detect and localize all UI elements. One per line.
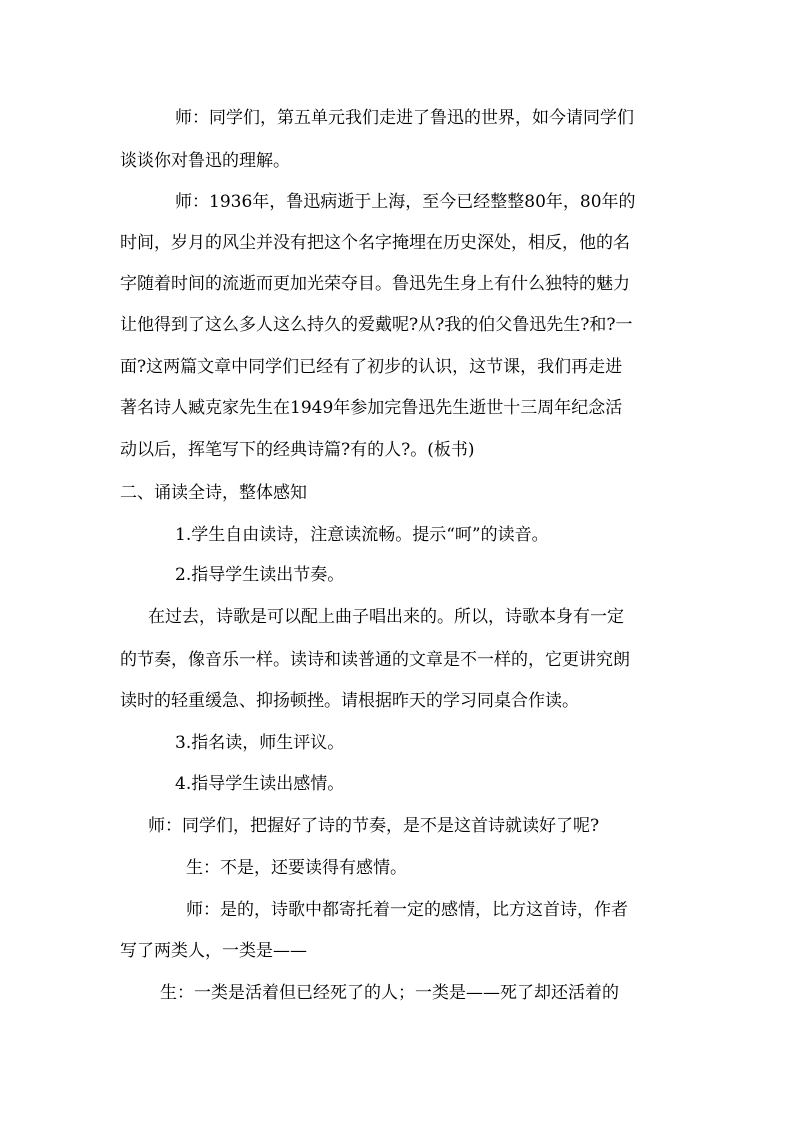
list-item: 1.学生自由读诗，注意读流畅。提示“呵”的读音。 [175,525,549,545]
text-line: 师：1936年，鲁迅病逝于上海，至今已经整整80年，80年的 [175,192,636,212]
text-line: 读时的轻重缓急、抑扬顿挫。请根据昨天的学习同桌合作读。 [120,691,579,711]
list-item: 4.指导学生读出感情。 [175,774,345,794]
text-line: 生：不是，还要读得有感情。 [186,858,407,878]
text-line: 写了两类人，一类是—— [120,941,307,961]
text-line: 生：一类是活着但已经死了的人；一类是——死了却还活着的 [160,983,619,1003]
text-line: 师：同学们，把握好了诗的节奏，是不是这首诗就读好了呢? [148,816,600,836]
text-line: 的节奏，像音乐一样。读诗和读普通的文章是不一样的，它更讲究朗 [120,650,630,670]
text-line: 在过去，诗歌是可以配上曲子唱出来的。所以，诗歌本身有一定 [148,607,624,627]
text-line: 动以后，挥笔写下的经典诗篇?有的人?。(板书) [120,440,475,460]
section-heading: 二、诵读全诗，整体感知 [120,483,307,503]
list-item: 3.指名读，师生评议。 [175,733,345,753]
text-line: 字随着时间的流逝而更加光荣夺目。鲁迅先生身上有什么独特的魅力 [120,274,630,294]
text-line: 时间，岁月的风尘并没有把这个名字掩埋在历史深处，相反，他的名 [120,233,630,253]
text-line: 面?这两篇文章中同学们已经有了初步的认识，这节课，我们再走进 [120,357,623,377]
list-item: 2.指导学生读出节奏。 [175,565,345,585]
text-line: 著名诗人臧克家先生在1949年参加完鲁迅先生逝世十三周年纪念活 [120,398,623,418]
text-line: 师：是的，诗歌中都寄托着一定的感情，比方这首诗，作者 [186,900,628,920]
text-line: 让他得到了这么多人这么持久的爱戴呢?从?我的伯父鲁迅先生?和?一 [120,315,633,335]
text-line: 师：同学们，第五单元我们走进了鲁迅的世界，如今请同学们 [175,108,634,128]
text-line: 谈谈你对鲁迅的理解。 [120,151,290,171]
